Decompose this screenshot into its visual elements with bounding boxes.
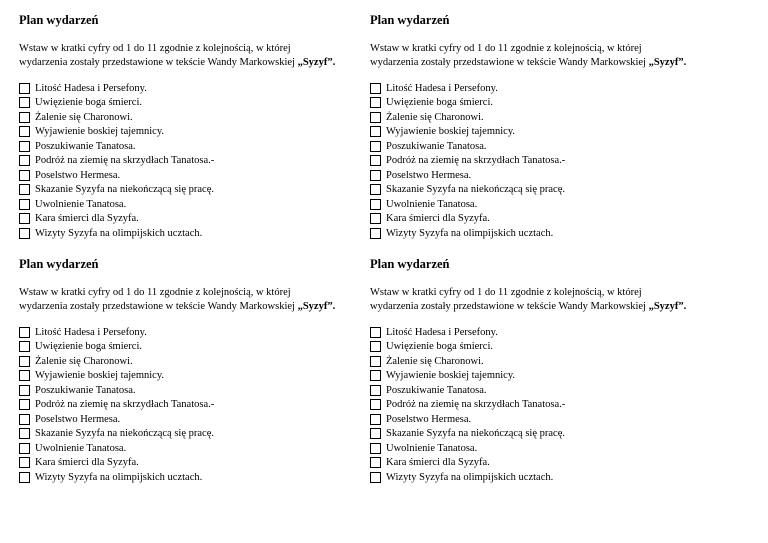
- order-number-box[interactable]: [19, 155, 30, 166]
- event-label: Kara śmierci dla Syzyfa.: [386, 213, 490, 225]
- order-number-box[interactable]: [19, 228, 30, 239]
- event-item: [19, 96, 399, 111]
- order-number-box[interactable]: [370, 199, 381, 210]
- event-label: Uwięzienie boga śmierci.: [35, 97, 142, 109]
- event-item: [370, 340, 750, 355]
- instruction-line: Wstaw w kratki cyfry od 1 do 11 zgodnie z kolejnością, w której: [19, 43, 291, 54]
- order-number-box[interactable]: [19, 97, 30, 108]
- order-number-box[interactable]: [19, 385, 30, 396]
- event-label: Żalenie się Charonowi.: [386, 111, 484, 123]
- order-number-box[interactable]: [19, 356, 30, 367]
- event-item: [370, 354, 750, 369]
- order-number-box[interactable]: [370, 327, 381, 338]
- event-label: Wizyty Syzyfa na olimpijskich ucztach.: [35, 471, 203, 483]
- order-number-box[interactable]: [19, 126, 30, 137]
- event-label: Litość Hadesa i Persefony.: [386, 326, 498, 338]
- order-number-box[interactable]: [370, 155, 381, 166]
- order-number-box[interactable]: [370, 341, 381, 352]
- instruction-line: Wstaw w kratki cyfry od 1 do 11 zgodnie z kolejnością, w której: [370, 287, 642, 298]
- instruction-text: [370, 286, 750, 314]
- event-item: [19, 125, 399, 140]
- instruction-line: Wstaw w kratki cyfry od 1 do 11 zgodnie z kolejnością, w której: [370, 43, 642, 54]
- event-item: [19, 183, 399, 198]
- event-label: Uwolnienie Tanatosa.: [35, 198, 127, 210]
- event-item: [370, 441, 750, 456]
- event-item: [19, 139, 399, 154]
- block-title: Plan wydarzeń: [19, 257, 99, 271]
- work-title: „Syzyf”.: [297, 57, 336, 68]
- order-number-box[interactable]: [19, 112, 30, 123]
- instruction-line-text: wydarzenia zostały przedstawione w tekście Wandy Markowskiej: [19, 57, 295, 68]
- event-label: Poselstwo Hermesa.: [35, 413, 121, 425]
- event-item: [370, 226, 750, 241]
- event-label: Skazanie Syzyfa na niekończącą się pracę.: [386, 184, 565, 196]
- event-label: Uwolnienie Tanatosa.: [386, 198, 478, 210]
- event-item: [19, 456, 399, 471]
- order-number-box[interactable]: [370, 184, 381, 195]
- event-item: [19, 398, 399, 413]
- event-label: Wyjawienie boskiej tajemnicy.: [35, 370, 165, 382]
- worksheet-block: [370, 13, 750, 241]
- event-label: Litość Hadesa i Persefony.: [386, 82, 498, 94]
- block-title: Plan wydarzeń: [19, 13, 99, 27]
- instruction-line: [19, 56, 399, 70]
- instruction-line-text: wydarzenia zostały przedstawione w tekście Wandy Markowskiej: [370, 301, 646, 312]
- order-number-box[interactable]: [19, 170, 30, 181]
- order-number-box[interactable]: [19, 414, 30, 425]
- order-number-box[interactable]: [370, 83, 381, 94]
- event-item: [19, 470, 399, 485]
- instruction-line-text: wydarzenia zostały przedstawione w tekście Wandy Markowskiej: [19, 301, 295, 312]
- event-label: Podróż na ziemię na skrzydłach Tanatosa.-: [35, 155, 215, 167]
- order-number-box[interactable]: [19, 341, 30, 352]
- event-item: [370, 96, 750, 111]
- order-number-box[interactable]: [19, 184, 30, 195]
- order-number-box[interactable]: [370, 126, 381, 137]
- worksheet-block: [19, 13, 399, 241]
- event-label: Żalenie się Charonowi.: [35, 355, 133, 367]
- instruction-text: [19, 42, 399, 70]
- event-label: Podróż na ziemię na skrzydłach Tanatosa.-: [386, 155, 566, 167]
- event-item: [370, 427, 750, 442]
- instruction-line: Wstaw w kratki cyfry od 1 do 11 zgodnie z kolejnością, w której: [19, 287, 291, 298]
- order-number-box[interactable]: [370, 228, 381, 239]
- block-title: Plan wydarzeń: [370, 257, 450, 271]
- order-number-box[interactable]: [370, 443, 381, 454]
- event-item: [19, 340, 399, 355]
- order-number-box[interactable]: [19, 443, 30, 454]
- event-list: [19, 325, 399, 485]
- work-title: „Syzyf”.: [648, 57, 687, 68]
- instruction-line: [370, 56, 750, 70]
- event-item: [19, 325, 399, 340]
- instruction-text: [19, 286, 399, 314]
- worksheet-block: [370, 257, 750, 485]
- event-label: Poselstwo Hermesa.: [386, 413, 472, 425]
- event-item: [370, 183, 750, 198]
- event-label: Wizyty Syzyfa na olimpijskich ucztach.: [35, 227, 203, 239]
- worksheet-block: [19, 257, 399, 485]
- order-number-box[interactable]: [19, 327, 30, 338]
- event-label: Kara śmierci dla Syzyfa.: [35, 457, 139, 469]
- event-label: Wizyty Syzyfa na olimpijskich ucztach.: [386, 471, 554, 483]
- order-number-box[interactable]: [370, 356, 381, 367]
- event-label: Wyjawienie boskiej tajemnicy.: [386, 126, 516, 138]
- order-number-box[interactable]: [370, 414, 381, 425]
- event-label: Poselstwo Hermesa.: [35, 169, 121, 181]
- event-label: Skazanie Syzyfa na niekończącą się pracę.: [35, 184, 214, 196]
- event-item: [19, 212, 399, 227]
- event-item: [370, 81, 750, 96]
- event-item: [370, 139, 750, 154]
- order-number-box[interactable]: [19, 457, 30, 468]
- order-number-box[interactable]: [19, 83, 30, 94]
- event-item: [370, 197, 750, 212]
- order-number-box[interactable]: [19, 141, 30, 152]
- order-number-box[interactable]: [19, 472, 30, 483]
- event-item: [370, 398, 750, 413]
- event-label: Uwięzienie boga śmierci.: [35, 341, 142, 353]
- event-label: Wyjawienie boskiej tajemnicy.: [35, 126, 165, 138]
- order-number-box[interactable]: [370, 472, 381, 483]
- order-number-box[interactable]: [19, 428, 30, 439]
- order-number-box[interactable]: [19, 213, 30, 224]
- event-item: [370, 325, 750, 340]
- event-item: [19, 369, 399, 384]
- event-item: [19, 81, 399, 96]
- event-list: [19, 81, 399, 241]
- event-item: [19, 427, 399, 442]
- event-label: Żalenie się Charonowi.: [386, 355, 484, 367]
- event-label: Podróż na ziemię na skrzydłach Tanatosa.-: [386, 399, 566, 411]
- order-number-box[interactable]: [370, 97, 381, 108]
- event-label: Podróż na ziemię na skrzydłach Tanatosa.-: [35, 399, 215, 411]
- order-number-box[interactable]: [370, 170, 381, 181]
- event-label: Poszukiwanie Tanatosa.: [386, 384, 487, 396]
- event-item: [370, 110, 750, 125]
- event-label: Kara śmierci dla Syzyfa.: [386, 457, 490, 469]
- order-number-box[interactable]: [370, 457, 381, 468]
- instruction-text: [370, 42, 750, 70]
- event-label: Uwolnienie Tanatosa.: [386, 442, 478, 454]
- event-item: [370, 383, 750, 398]
- event-list: [370, 81, 750, 241]
- order-number-box[interactable]: [19, 399, 30, 410]
- event-item: [370, 168, 750, 183]
- event-item: [19, 441, 399, 456]
- order-number-box[interactable]: [370, 428, 381, 439]
- event-item: [370, 154, 750, 169]
- work-title: „Syzyf”.: [297, 301, 336, 312]
- event-item: [19, 110, 399, 125]
- event-label: Wyjawienie boskiej tajemnicy.: [386, 370, 516, 382]
- instruction-line-text: wydarzenia zostały przedstawione w tekście Wandy Markowskiej: [370, 57, 646, 68]
- event-label: Skazanie Syzyfa na niekończącą się pracę.: [386, 428, 565, 440]
- event-item: [19, 383, 399, 398]
- event-label: Poszukiwanie Tanatosa.: [35, 384, 136, 396]
- order-number-box[interactable]: [19, 199, 30, 210]
- block-title: Plan wydarzeń: [370, 13, 450, 27]
- event-label: Uwięzienie boga śmierci.: [386, 341, 493, 353]
- event-label: Żalenie się Charonowi.: [35, 111, 133, 123]
- event-label: Skazanie Syzyfa na niekończącą się pracę.: [35, 428, 214, 440]
- event-item: [19, 197, 399, 212]
- order-number-box[interactable]: [370, 385, 381, 396]
- event-item: [19, 154, 399, 169]
- event-label: Poselstwo Hermesa.: [386, 169, 472, 181]
- event-label: Litość Hadesa i Persefony.: [35, 82, 147, 94]
- event-label: Litość Hadesa i Persefony.: [35, 326, 147, 338]
- event-item: [19, 226, 399, 241]
- event-label: Wizyty Syzyfa na olimpijskich ucztach.: [386, 227, 554, 239]
- event-label: Kara śmierci dla Syzyfa.: [35, 213, 139, 225]
- order-number-box[interactable]: [370, 399, 381, 410]
- event-item: [19, 354, 399, 369]
- event-label: Uwięzienie boga śmierci.: [386, 97, 493, 109]
- event-item: [370, 369, 750, 384]
- order-number-box[interactable]: [19, 370, 30, 381]
- work-title: „Syzyf”.: [648, 301, 687, 312]
- event-item: [19, 412, 399, 427]
- instruction-line: [370, 300, 750, 314]
- event-item: [370, 412, 750, 427]
- event-item: [370, 212, 750, 227]
- event-item: [370, 456, 750, 471]
- event-item: [370, 470, 750, 485]
- order-number-box[interactable]: [370, 141, 381, 152]
- order-number-box[interactable]: [370, 213, 381, 224]
- event-label: Poszukiwanie Tanatosa.: [35, 140, 136, 152]
- order-number-box[interactable]: [370, 112, 381, 123]
- event-list: [370, 325, 750, 485]
- instruction-line: [19, 300, 399, 314]
- event-item: [19, 168, 399, 183]
- event-label: Uwolnienie Tanatosa.: [35, 442, 127, 454]
- event-item: [370, 125, 750, 140]
- event-label: Poszukiwanie Tanatosa.: [386, 140, 487, 152]
- order-number-box[interactable]: [370, 370, 381, 381]
